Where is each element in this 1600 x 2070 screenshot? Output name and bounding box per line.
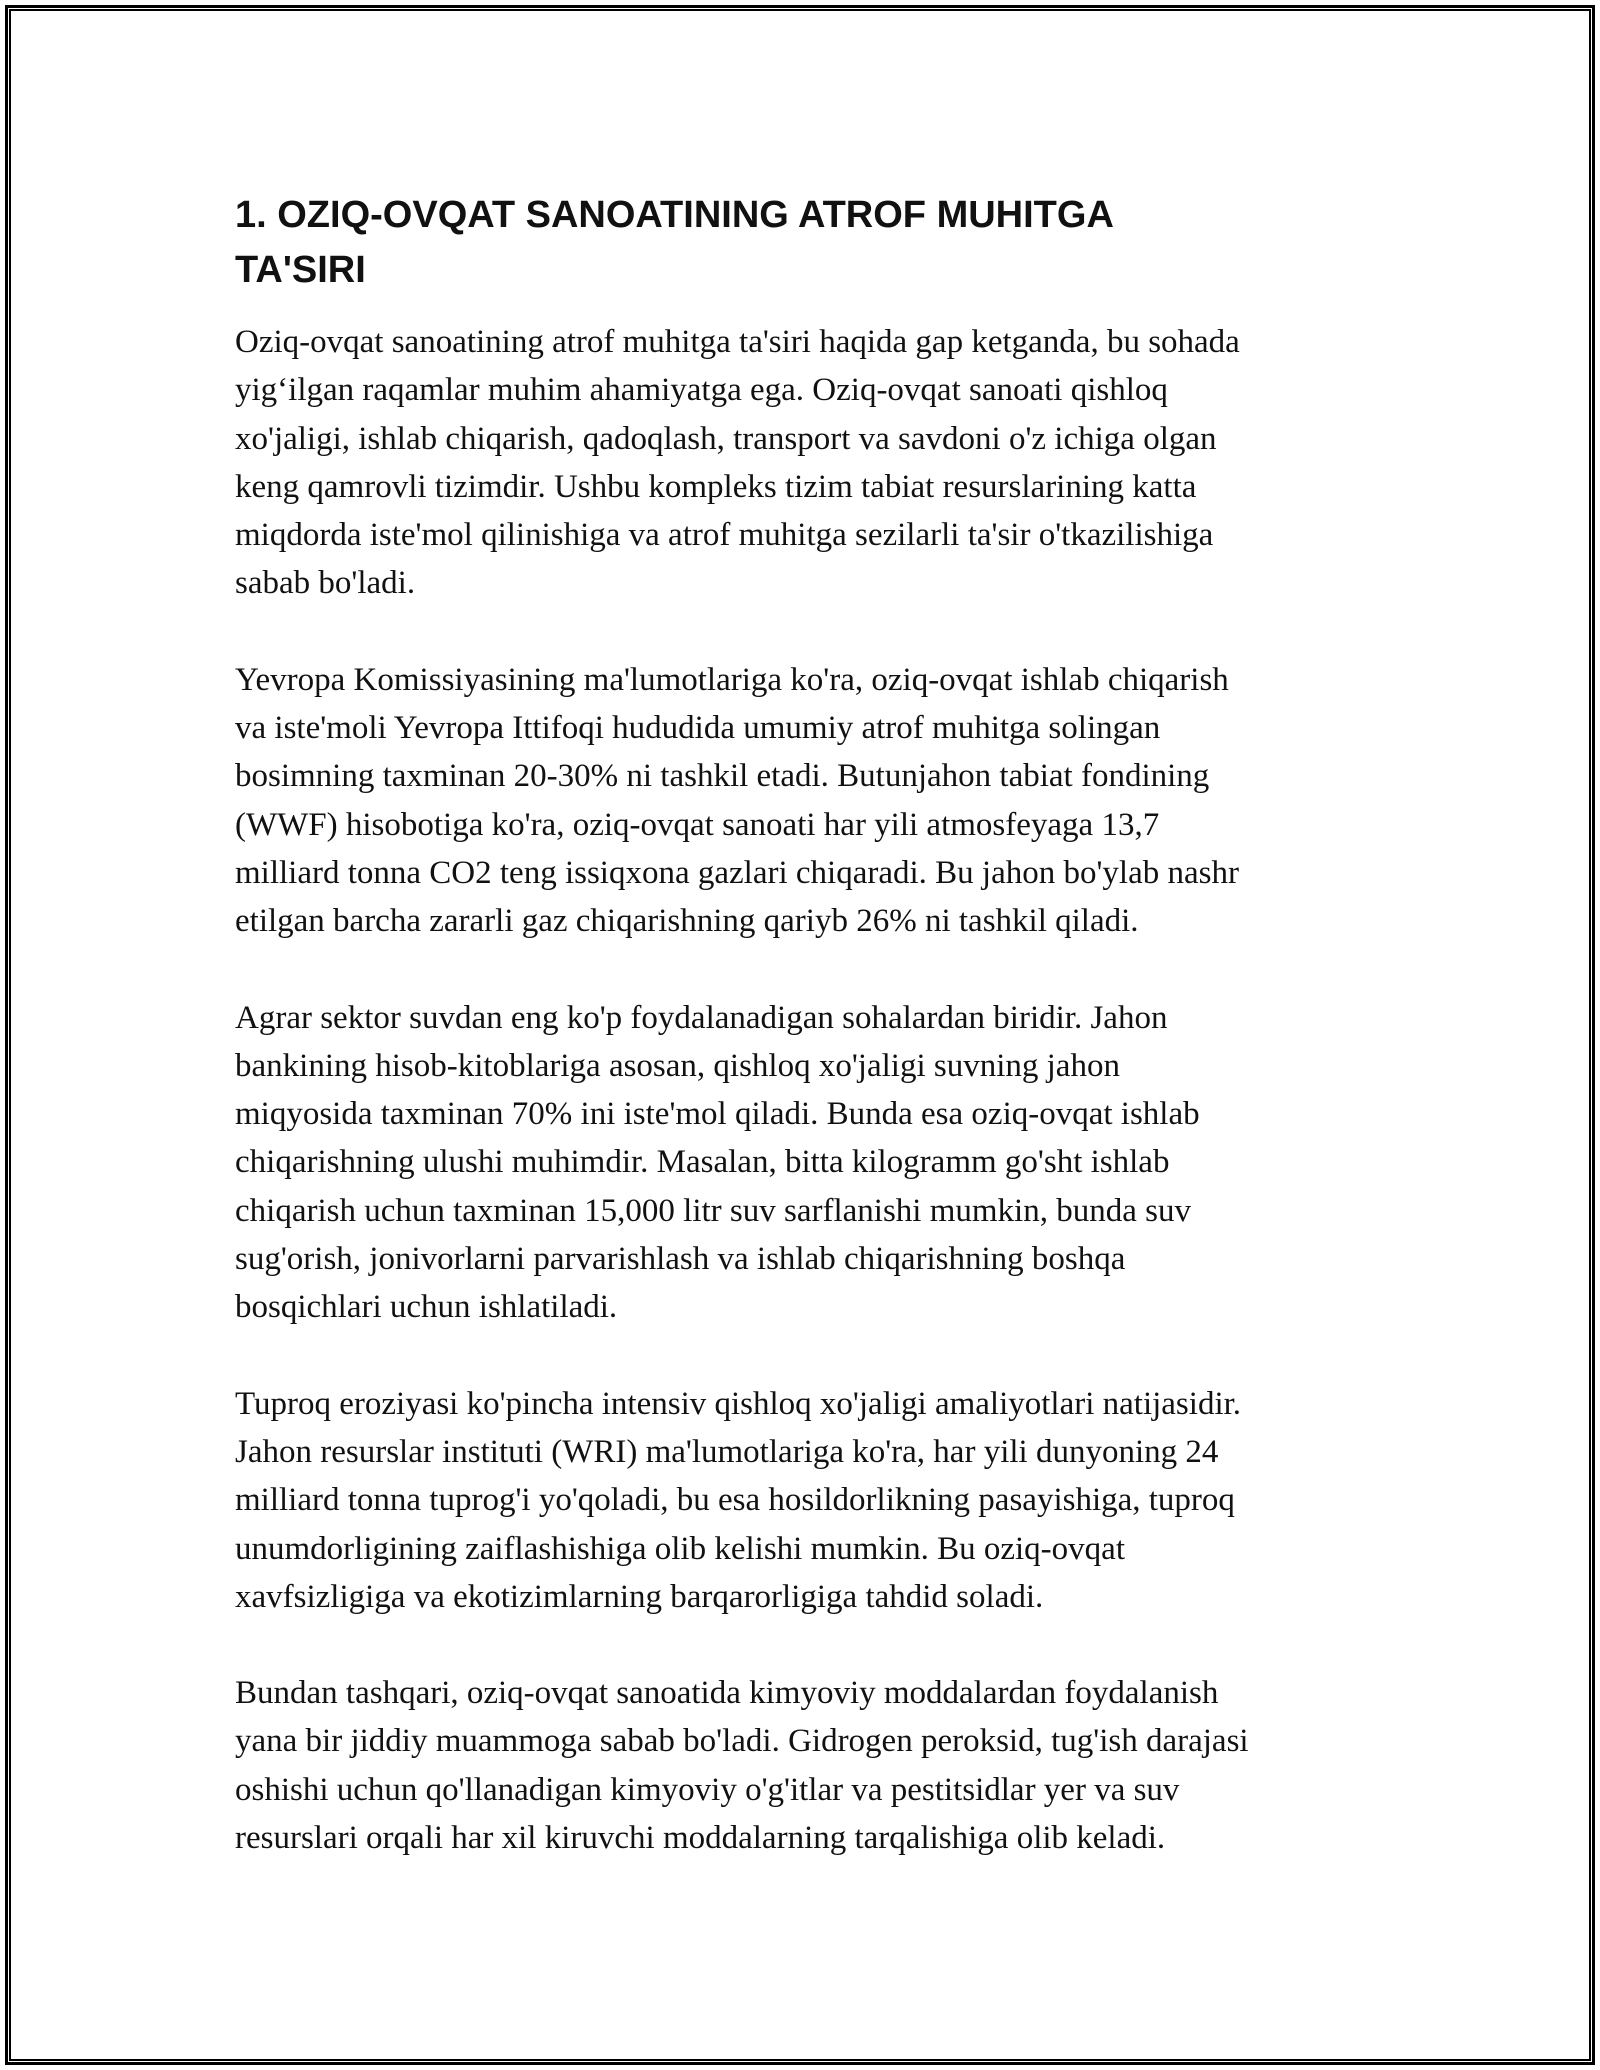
paragraph-5: Bundan tashqari, oziq-ovqat sanoatida kimyoviy moddalardan foydalanish yana bir jiddiy muammoga sabab bo'ladi. Gidrogen peroksid, tug'ish darajasi oshishi uchun qo'llanadigan kimyoviy o'g'itlar va pestitsidlar yer va suv resurslari orqali har xil kiruvchi moddalarning tarqalishiga olib keladi. (235, 1675, 1249, 1857)
document-body (235, 188, 1370, 1910)
paragraph-1: Oziq-ovqat sanoatining atrof muhitga ta'siri haqida gap ketganda, bu sohada yig‘ilgan raqamlar muhim ahamiyatga ega. Oziq-ovqat sanoati qishloq xo'jaligi, ishlab chiqarish, qadoqlash, transport va savdoni o'z ichiga olgan keng qamrovli tizimdir. Ushbu kompleks tizim tabiat resurslarining katta miqdorda iste'mol qilinishiga va atrof muhitga sezilarli ta'sir o'tkazilishiga sabab bo'ladi. (235, 324, 1240, 602)
paragraph-4: Tuproq eroziyasi ko'pincha intensiv qishloq xo'jaligi amaliyotlari natijasidir. Jahon resurslar instituti (WRI) ma'lumotlariga ko'ra, har yili dunyoning 24 milliard tonna tuprog'i yo'qoladi, bu esa hosildorlikning pasayishiga, tuproq unumdorligining zaiflashishiga olib kelishi mumkin. Bu oziq-ovqat xavfsizligiga va ekotizimlarning barqarorligiga tahdid soladi. (235, 1385, 1242, 1615)
paragraph-2: Yevropa Komissiyasining ma'lumotlariga ko'ra, oziq-ovqat ishlab chiqarish va iste'moli Yevropa Ittifoqi hududida umumiy atrof muhitga solingan bosimning taxminan 20-30% ni tashkil etadi. Butunjahon tabiat fondining (WWF) hisobotiga ko'ra, oziq-ovqat sanoati har yili atmosfeyaga 13,7 milliard tonna CO2 teng issiqxona gazlari chiqaradi. Bu jahon bo'ylab nashr etilgan barcha zararli gaz chiqarishning qariyb 26% ni tashkil qiladi. (235, 661, 1239, 940)
section-heading: 1. OZIQ-OVQAT SANOATINING ATROF MUHITGA TA'SIRI (235, 194, 1114, 291)
paragraph-3: Agrar sektor suvdan eng ko'p foydalanadigan sohalardan biridir. Jahon bankining hisob-kitoblariga asosan, qishloq xo'jaligi suvning jahon miqyosida taxminan 70% ini iste'mol qiladi. Bunda esa oziq-ovqat ishlab chiqarishning ulushi muhimdir. Masalan, bitta kilogramm go'sht ishlab chiqarish uchun taxminan 15,000 litr suv sarflanishi mumkin, bunda suv sug'orish, jonivorlarni parvarishlash va ishlab chiqarishning boshqa bosqichlari uchun ishlatiladi. (235, 999, 1200, 1326)
